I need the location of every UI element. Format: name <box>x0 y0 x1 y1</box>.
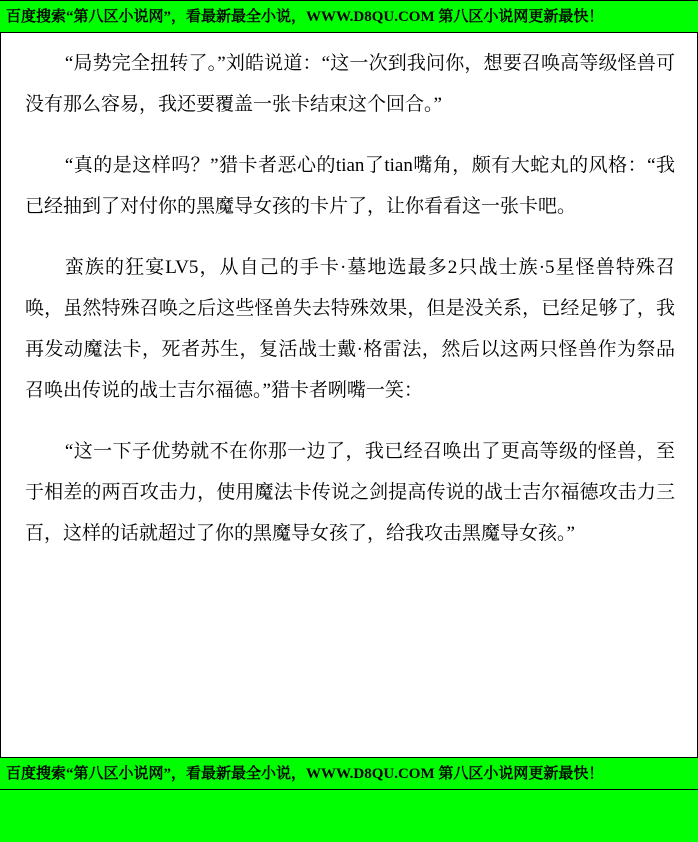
paragraph: 蛮族的狂宴LV5，从自己的手卡·墓地选最多2只战士族·5星怪兽特殊召唤，虽然特殊召唤之后这些怪兽失去特殊效果，但是没关系，已经足够了，我再发动魔法卡，死者苏生，复活战士戴·格雷法，然后以这两只怪兽作为祭品召唤出传说的战士吉尔福德。”猎卡者咧嘴一笑： <box>25 257 675 401</box>
novel-text-content <box>0 33 698 757</box>
paragraph: “真的是这样吗？”猎卡者恶心的tian了tian嘴角，颇有大蛇丸的风格：“我已经抽到了对付你的黑魔导女孩的卡片了，让你看看这一张卡吧。 <box>25 155 675 217</box>
paragraph: “局势完全扭转了。”刘皓说道：“这一次到我问你，想要召唤高等级怪兽可没有那么容易，我还要覆盖一张卡结束这个回合。” <box>25 53 675 115</box>
top-promo-banner: 百度搜索“第八区小说网”，看最新最全小说，WWW.D8QU.COM 第八区小说网更新最快！ <box>0 0 698 33</box>
bottom-promo-banner: 百度搜索“第八区小说网”，看最新最全小说，WWW.D8QU.COM 第八区小说网更新最快！ <box>0 757 698 790</box>
paragraph: “这一下子优势就不在你那一边了，我已经召唤出了更高等级的怪兽，至于相差的两百攻击力，使用魔法卡传说之剑提高传说的战士吉尔福德攻击力三百，这样的话就超过了你的黑魔导女孩了，给我攻击黑魔导女孩。” <box>25 441 675 544</box>
